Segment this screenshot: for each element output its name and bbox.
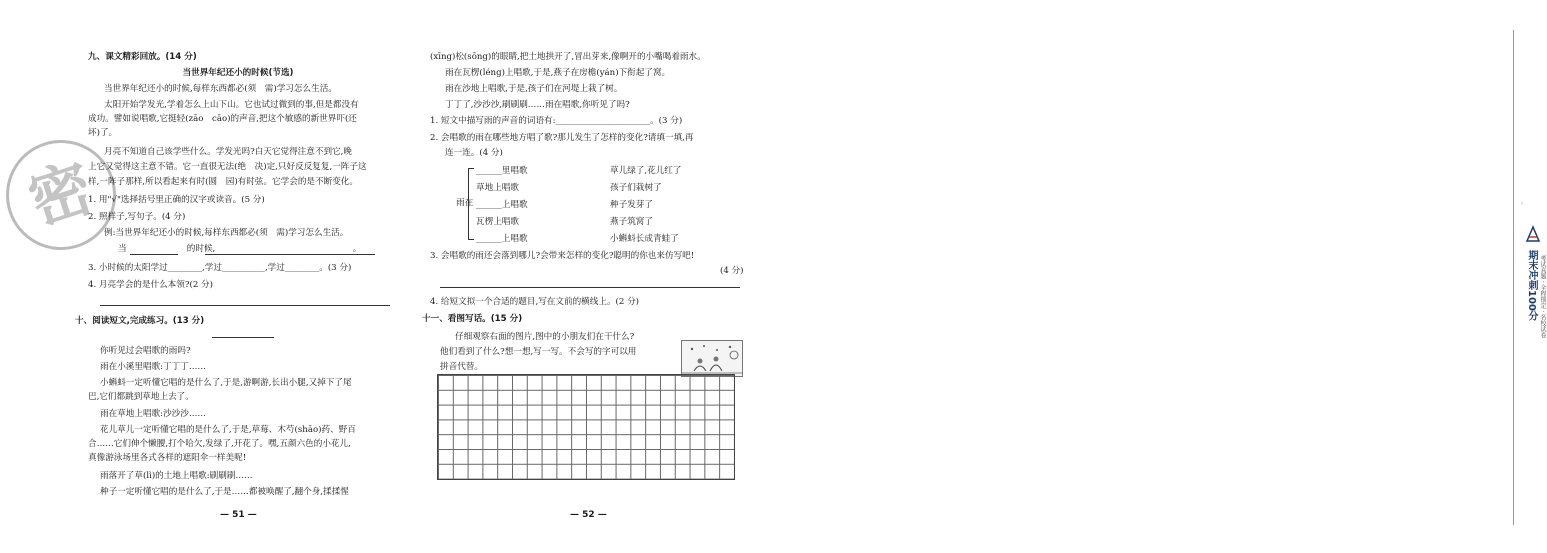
- question-4: 4. 给短文拟一个合适的题目,写在文前的横线上。(2 分): [430, 297, 640, 307]
- question-2: 2. 照样子,写句子。(4 分): [88, 212, 186, 222]
- change-item[interactable]: 小蝌蚪长成青蛙了: [610, 234, 679, 244]
- reading-line: 真像游泳场里各式各样的遮阳伞一样美呢!: [88, 453, 247, 463]
- writing-grid[interactable]: [437, 374, 735, 480]
- reading-line: 合……它们伸个懒腰,打个哈欠,发绿了,开花了。嘿,五颜六色的小花儿,: [88, 439, 351, 449]
- question-1: 1. 短文中描写雨的声音的词语有:______________________。(3 分): [430, 116, 683, 126]
- passage-line: 坏)了。: [88, 128, 118, 138]
- writing-picture: [681, 340, 743, 377]
- passage-paragraph: 当世界年纪还小的时候,每样东西都必(须 需)学习怎么生活。: [104, 84, 337, 94]
- writing-prompt: 他们看到了什么?想一想,写一写。不会写的字可以用: [440, 347, 637, 357]
- watermark-stamp: 密: [0, 126, 130, 265]
- change-item[interactable]: 燕子筑窝了: [610, 217, 653, 227]
- reading-line: (xīng)松(sōng)的眼睛,把土地拱开了,冒出芽来,像啊开的小嘴喝着雨水。: [430, 52, 706, 62]
- passage-title: 当世界年纪还小的时候(节选): [182, 68, 294, 78]
- question-2-example: 例:当世界年纪还小的时候,每样东西都必(须 需)学习怎么生活。: [104, 228, 349, 238]
- children-stargazing-illustration: [682, 341, 742, 376]
- section-11-title: 十一、看图写话。(15 分): [422, 314, 523, 324]
- passage-paragraph: 太阳开始学发光,学着怎么上山下山。它也试过微到的事,但是都没有: [104, 100, 359, 110]
- change-item[interactable]: 种子发芽了: [610, 200, 653, 210]
- section-10-title: 十、阅读短文,完成练习。(13 分): [75, 316, 205, 326]
- rain-label: 雨在: [456, 198, 474, 208]
- brand-logo-icon: [1525, 225, 1541, 243]
- reading-paragraph: 花儿草儿一定听懂它唱的是什么了,于是,草莓、木芍(shāo)药、野百: [100, 425, 356, 435]
- page-number: — 52 —: [570, 510, 607, 520]
- place-item[interactable]: 瓦楞上唱歌: [476, 217, 519, 227]
- question-3: 3. 会唱歌的雨还会落到哪儿?会带来怎样的变化?聪明的你也来仿写吧!: [430, 251, 695, 261]
- bracket: [468, 168, 474, 240]
- place-item[interactable]: ______上唱歌: [476, 234, 528, 244]
- page-number: — 51 —: [220, 510, 257, 520]
- brand-tagline: 考试真题 · 全程锁定 · 名校试卷: [1539, 255, 1546, 339]
- answer-line[interactable]: [100, 305, 390, 306]
- spine: [755, 0, 1546, 553]
- fold-line: [1513, 30, 1514, 525]
- reading-paragraph: 雨在小溪里唱歌:丁丁丁……: [100, 362, 207, 372]
- question-2: 2. 会唱歌的雨在哪些地方唱了歌?那儿发生了怎样的变化?请填一填,再: [430, 133, 694, 143]
- reading-paragraph: 你听见过会唱歌的雨吗?: [100, 346, 191, 356]
- brand-name: 期末冲刺100分: [1526, 250, 1537, 321]
- section-9-title: 九、课文精彩回放。(14 分): [88, 52, 197, 62]
- passage-line: 上它又觉得这主意不错。它一直很无法(绝 决)定,只好反反复复,一阵子这: [88, 162, 367, 172]
- reading-line: 巴,它们都跳到草地上去了。: [88, 392, 194, 402]
- answer-line[interactable]: [130, 254, 178, 255]
- question-4: 4. 月亮学会的是什么本领?(2 分): [88, 280, 213, 290]
- change-item[interactable]: 孩子们栽树了: [610, 183, 662, 193]
- question-3: 3. 小时候的太阳学过________,学过__________,学过________。(3 分): [88, 263, 352, 273]
- answer-line[interactable]: [205, 254, 375, 255]
- reading-paragraph: 雨在沙地上唱歌,于是,孩子们在河堤上栽了树。: [445, 84, 623, 94]
- answer-line[interactable]: [440, 287, 740, 288]
- reading-paragraph: 雨在瓦楞(léng)上唱歌,于是,燕子在房檐(yán)下衔起了窝。: [445, 68, 671, 78]
- left-page: [0, 0, 400, 553]
- place-item[interactable]: ______里唱歌: [476, 166, 528, 176]
- reading-paragraph: 小蝌蚪一定听懂它唱的是什么了,于是,游啊游,长出小腿,又掉下了尾: [100, 378, 352, 388]
- reading-paragraph: 种子一定听懂它唱的是什么了,于是……都被唤醒了,翻个身,揉揉惺: [100, 487, 349, 497]
- question-2-cont: 连一连。(4 分): [445, 148, 503, 158]
- question-3-score: (4 分): [720, 266, 744, 276]
- title-answer-line[interactable]: [212, 337, 274, 338]
- passage-paragraph: 月亮不知道自己该学些什么。学发光吗?白天它觉得注意不到它,晚: [104, 147, 352, 157]
- writing-prompt: 仔细观察右面的图片,图中的小朋友们在干什么?: [455, 332, 635, 342]
- change-item[interactable]: 草儿绿了,花儿红了: [610, 166, 682, 176]
- reading-paragraph: 丁丁了,沙沙沙,刷刷刷……雨在唱歌,你听见了吗?: [445, 100, 630, 110]
- spine-mark: ◦: [1518, 200, 1526, 208]
- question-1: 1. 用"√"选择括号里正确的汉字或读音。(5 分): [88, 195, 265, 205]
- question-2-fill: 当 的时候, 。: [118, 244, 362, 254]
- passage-line: 样,一阵子那样,所以看起来有时(圆 园)有时弦。它学会的是不断变化。: [88, 177, 358, 187]
- reading-paragraph: 雨在草地上唱歌:沙沙沙……: [100, 409, 207, 419]
- passage-line: 成功。譬如说唱歌,它挺轻(zāo cāo)的声音,把这个敏感的新世界吓(还: [88, 114, 357, 124]
- reading-paragraph: 雨落开了草(lì)的土地上唱歌:刷刷刷……: [100, 471, 253, 481]
- place-item[interactable]: ______上唱歌: [476, 200, 528, 210]
- place-item[interactable]: 草地上唱歌: [476, 183, 519, 193]
- writing-prompt: 拼音代替。: [440, 362, 483, 372]
